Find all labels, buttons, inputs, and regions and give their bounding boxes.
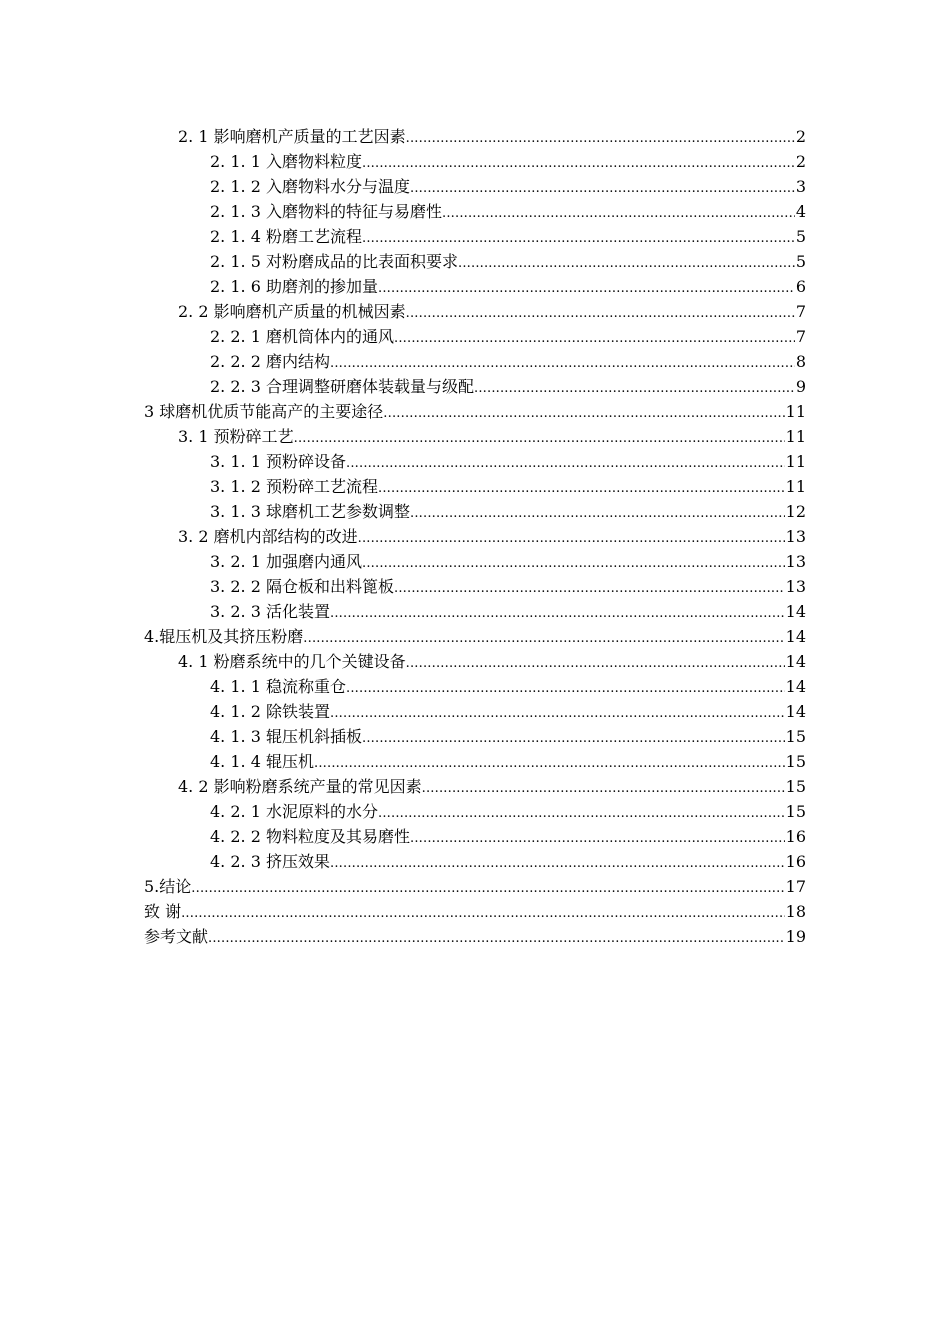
toc-entry[interactable] (0, 474, 950, 499)
toc-entry-title: 2. 1. 1 入磨物料粒度 (210, 152, 362, 171)
toc-entry-title: 4. 1. 4 辊压机 (210, 752, 314, 771)
toc-dot-leader (191, 876, 784, 901)
toc-dot-leader (394, 576, 785, 601)
toc-entry-page-number: 7 (795, 302, 806, 321)
toc-dot-leader (330, 351, 795, 376)
toc-entry[interactable] (0, 224, 950, 249)
toc-entry-title: 4. 2. 1 水泥原料的水分 (210, 802, 378, 821)
toc-dot-leader (410, 176, 795, 201)
toc-entry-title: 3. 1 预粉碎工艺 (178, 427, 294, 446)
toc-entry-title: 3. 1. 2 预粉碎工艺流程 (210, 477, 378, 496)
toc-dot-leader (406, 126, 795, 151)
toc-entry[interactable] (0, 149, 950, 174)
toc-entry-title: 5.结论 (144, 877, 192, 896)
toc-entry-page-number: 14 (785, 652, 806, 671)
toc-entry-title: 4. 1. 3 辊压机斜插板 (210, 727, 362, 746)
toc-entry-title: 4. 2. 3 挤压效果 (210, 852, 330, 871)
toc-entry[interactable] (0, 424, 950, 449)
toc-dot-leader (346, 451, 785, 476)
toc-entry-title: 2. 2. 1 磨机筒体内的通风 (210, 327, 394, 346)
toc-entry[interactable] (0, 174, 950, 199)
toc-entry-title: 4. 1. 1 稳流称重仓 (210, 677, 346, 696)
toc-dot-leader (378, 801, 785, 826)
toc-entry-page-number: 19 (785, 927, 806, 946)
toc-entry[interactable] (0, 249, 950, 274)
toc-dot-leader (410, 826, 785, 851)
toc-entry[interactable] (0, 924, 950, 949)
toc-entry-title: 2. 1 影响磨机产质量的工艺因素 (178, 127, 406, 146)
toc-entry-title: 3 球磨机优质节能高产的主要途径 (144, 402, 384, 421)
toc-dot-leader (394, 326, 795, 351)
toc-entry-page-number: 8 (795, 352, 806, 371)
toc-entry-page-number: 18 (785, 902, 806, 921)
toc-entry-title: 致 谢 (144, 902, 182, 921)
toc-dot-leader (362, 151, 795, 176)
toc-entry[interactable] (0, 399, 950, 424)
toc-entry-title: 2. 2. 3 合理调整研磨体装载量与级配 (210, 377, 474, 396)
toc-entry-title: 3. 2. 1 加强磨内通风 (210, 552, 362, 571)
toc-dot-leader (422, 776, 785, 801)
toc-entry-page-number: 14 (785, 702, 806, 721)
toc-entry-title: 2. 2. 2 磨内结构 (210, 352, 330, 371)
toc-entry-title: 3. 2. 3 活化装置 (210, 602, 330, 621)
toc-entry-page-number: 16 (785, 852, 806, 871)
toc-dot-leader (458, 251, 795, 276)
toc-entry[interactable] (0, 799, 950, 824)
toc-entry-page-number: 15 (785, 752, 806, 771)
toc-entry[interactable] (0, 599, 950, 624)
toc-entry[interactable] (0, 524, 950, 549)
toc-entry-title: 4. 2 影响粉磨系统产量的常见因素 (178, 777, 422, 796)
toc-entry-title: 2. 2 影响磨机产质量的机械因素 (178, 302, 406, 321)
toc-dot-leader (314, 751, 785, 776)
toc-dot-leader (303, 626, 784, 651)
toc-entry[interactable] (0, 124, 950, 149)
toc-entry[interactable] (0, 574, 950, 599)
toc-entry[interactable] (0, 499, 950, 524)
toc-dot-leader (406, 651, 785, 676)
toc-entry-page-number: 4 (795, 202, 806, 221)
toc-dot-leader (474, 376, 795, 401)
toc-entry-page-number: 14 (785, 677, 806, 696)
toc-entry-page-number: 15 (785, 727, 806, 746)
toc-entry-page-number: 3 (795, 177, 806, 196)
toc-dot-leader (442, 201, 795, 226)
toc-entry-title: 4. 1. 2 除铁装置 (210, 702, 330, 721)
toc-entry-title: 2. 1. 4 粉磨工艺流程 (210, 227, 362, 246)
toc-entry-page-number: 13 (785, 577, 806, 596)
table-of-contents (0, 124, 950, 949)
toc-entry-page-number: 14 (785, 602, 806, 621)
toc-entry-page-number: 11 (785, 402, 806, 421)
toc-entry-page-number: 11 (785, 427, 806, 446)
toc-entry[interactable] (0, 749, 950, 774)
toc-dot-leader (330, 701, 785, 726)
toc-entry-page-number: 11 (785, 452, 806, 471)
toc-entry[interactable] (0, 299, 950, 324)
toc-entry-page-number: 5 (795, 252, 806, 271)
toc-entry-page-number: 13 (785, 527, 806, 546)
toc-entry-page-number: 2 (795, 152, 806, 171)
toc-entry[interactable] (0, 349, 950, 374)
toc-entry-title: 4.辊压机及其挤压粉磨 (144, 627, 304, 646)
toc-entry[interactable] (0, 449, 950, 474)
toc-entry-title: 2. 1. 5 对粉磨成品的比表面积要求 (210, 252, 458, 271)
toc-entry[interactable] (0, 324, 950, 349)
toc-dot-leader (362, 726, 785, 751)
toc-entry-page-number: 9 (795, 377, 806, 396)
toc-entry[interactable] (0, 549, 950, 574)
toc-entry-title: 3. 1. 1 预粉碎设备 (210, 452, 346, 471)
toc-entry-title: 3. 2. 2 隔仓板和出料篦板 (210, 577, 394, 596)
toc-entry-title: 2. 1. 2 入磨物料水分与温度 (210, 177, 410, 196)
toc-entry-title: 2. 1. 3 入磨物料的特征与易磨性 (210, 202, 442, 221)
toc-entry[interactable] (0, 849, 950, 874)
toc-entry[interactable] (0, 699, 950, 724)
toc-entry-page-number: 17 (785, 877, 806, 896)
toc-entry-page-number: 15 (785, 777, 806, 796)
toc-dot-leader (208, 926, 785, 951)
toc-entry-title: 参考文献 (144, 927, 209, 946)
toc-dot-leader (378, 276, 795, 301)
toc-entry[interactable] (0, 199, 950, 224)
toc-dot-leader (362, 226, 795, 251)
toc-entry-page-number: 13 (785, 552, 806, 571)
toc-entry[interactable] (0, 899, 950, 924)
toc-entry[interactable] (0, 624, 950, 649)
toc-entry-page-number: 2 (795, 127, 806, 146)
toc-entry[interactable] (0, 724, 950, 749)
toc-entry-page-number: 14 (785, 627, 806, 646)
toc-entry[interactable] (0, 824, 950, 849)
toc-dot-leader (294, 426, 785, 451)
toc-dot-leader (362, 551, 785, 576)
toc-entry[interactable] (0, 774, 950, 799)
toc-dot-leader (181, 901, 785, 926)
toc-dot-leader (406, 301, 795, 326)
toc-entry-title: 3. 2 磨机内部结构的改进 (178, 527, 358, 546)
toc-entry-page-number: 12 (785, 502, 806, 521)
toc-dot-leader (410, 501, 785, 526)
toc-entry-title: 4. 2. 2 物料粒度及其易磨性 (210, 827, 410, 846)
toc-entry-page-number: 5 (795, 227, 806, 246)
toc-entry[interactable] (0, 674, 950, 699)
toc-entry-page-number: 15 (785, 802, 806, 821)
toc-entry-page-number: 11 (785, 477, 806, 496)
toc-dot-leader (383, 401, 784, 426)
toc-entry[interactable] (0, 374, 950, 399)
toc-entry[interactable] (0, 874, 950, 899)
toc-entry[interactable] (0, 649, 950, 674)
toc-dot-leader (358, 526, 785, 551)
toc-dot-leader (378, 476, 785, 501)
toc-entry-title: 3. 1. 3 球磨机工艺参数调整 (210, 502, 410, 521)
toc-entry-title: 2. 1. 6 助磨剂的掺加量 (210, 277, 378, 296)
toc-entry-page-number: 16 (785, 827, 806, 846)
toc-entry-page-number: 6 (795, 277, 806, 296)
toc-dot-leader (330, 851, 785, 876)
toc-dot-leader (330, 601, 785, 626)
toc-dot-leader (346, 676, 785, 701)
toc-entry-page-number: 7 (795, 327, 806, 346)
toc-entry[interactable] (0, 274, 950, 299)
toc-entry-title: 4. 1 粉磨系统中的几个关键设备 (178, 652, 406, 671)
